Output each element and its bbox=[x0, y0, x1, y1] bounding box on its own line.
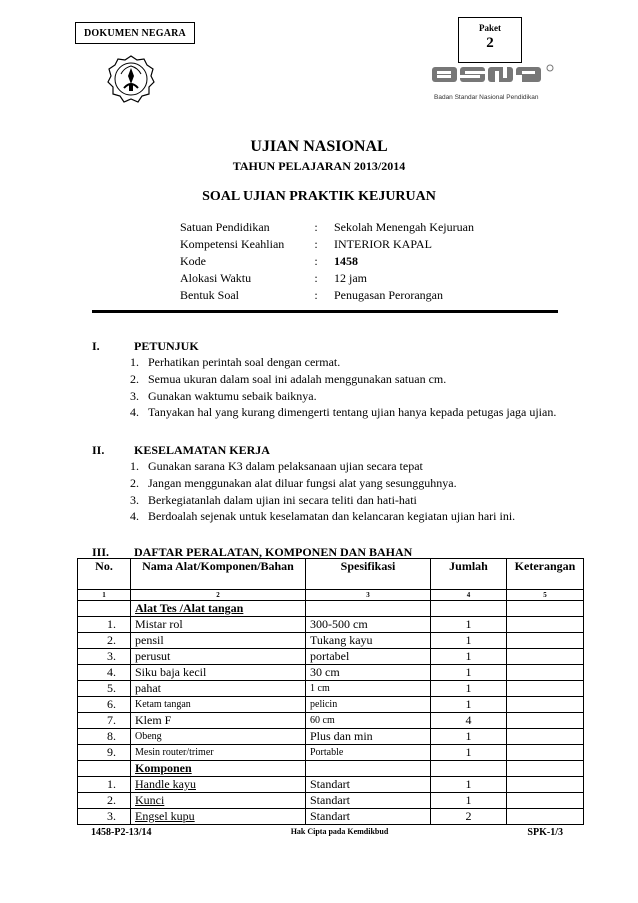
info-row bbox=[180, 219, 474, 236]
list-item-text: Gunakan waktumu sebaik baiknya. bbox=[148, 388, 317, 403]
table-row bbox=[78, 729, 584, 745]
item-spec: 60 cm bbox=[306, 713, 431, 729]
item-quantity: 1 bbox=[431, 777, 507, 793]
item-quantity: 2 bbox=[431, 809, 507, 825]
item-name: Mesin router/trimer bbox=[131, 745, 306, 761]
list-item: 2. Semua ukuran dalam soal ini adalah menggunakan satuan cm. bbox=[130, 371, 447, 386]
row-number: 8. bbox=[78, 729, 131, 745]
row-number: 1. bbox=[78, 777, 131, 793]
tut-wuri-handayani-logo bbox=[106, 54, 156, 109]
info-sep: : bbox=[314, 220, 318, 234]
table-row bbox=[78, 809, 584, 825]
item-spec: Portable bbox=[306, 745, 431, 761]
row-number: 5. bbox=[78, 681, 131, 697]
exam-info bbox=[180, 219, 474, 304]
item-name: Ketam tangan bbox=[131, 697, 306, 713]
bsnp-subtitle: Badan Standar Nasional Pendidikan bbox=[434, 94, 539, 101]
item-spec: Standart bbox=[306, 777, 431, 793]
info-value: Penugasan Perorangan bbox=[334, 288, 443, 302]
table-group-row bbox=[78, 761, 584, 777]
table-row bbox=[78, 617, 584, 633]
table-row bbox=[78, 665, 584, 681]
column-header: Spesifikasi bbox=[306, 559, 431, 590]
info-key: Satuan Pendidikan bbox=[180, 220, 270, 234]
table-row bbox=[78, 649, 584, 665]
column-header: Keterangan bbox=[507, 559, 584, 590]
section-title: KESELAMATAN KERJA bbox=[134, 443, 270, 457]
table-row bbox=[78, 745, 584, 761]
list-item: 4. Tanyakan hal yang kurang dimengerti tentang ujian hanya kepada petugas jaga ujian. bbox=[130, 405, 557, 420]
table-group-row bbox=[78, 601, 584, 617]
column-header: Nama Alat/Komponen/Bahan bbox=[131, 559, 306, 590]
item-note bbox=[507, 697, 584, 713]
item-note bbox=[507, 729, 584, 745]
section-title: PETUNJUK bbox=[134, 339, 199, 353]
section-number: III. bbox=[92, 545, 110, 559]
info-key: Bentuk Soal bbox=[180, 288, 239, 302]
item-name: perusut bbox=[131, 649, 306, 665]
row-number: 9. bbox=[78, 745, 131, 761]
item-quantity: 4 bbox=[431, 713, 507, 729]
exam-title: UJIAN NASIONAL bbox=[250, 138, 388, 155]
list-item: 3. Gunakan waktumu sebaik baiknya. bbox=[130, 388, 317, 403]
column-number-row bbox=[78, 590, 584, 601]
column-number: 1 bbox=[78, 590, 131, 601]
row-number: 4. bbox=[78, 665, 131, 681]
list-item-text: Semua ukuran dalam soal ini adalah menggunakan satuan cm. bbox=[148, 371, 447, 386]
section-number: II. bbox=[92, 443, 105, 457]
table-row bbox=[78, 713, 584, 729]
info-row bbox=[180, 253, 474, 270]
item-note bbox=[507, 681, 584, 697]
exam-subject: SOAL UJIAN PRAKTIK KEJURUAN bbox=[202, 189, 436, 204]
item-name: Handle kayu bbox=[131, 777, 306, 793]
info-key: Kompetensi Keahlian bbox=[180, 237, 285, 251]
item-name: Kunci bbox=[131, 793, 306, 809]
table-row bbox=[78, 633, 584, 649]
column-header: No. bbox=[78, 559, 131, 590]
list-item: 4. Berdoalah sejenak untuk keselamatan dan kelancaran kegiatan ujian hari ini. bbox=[130, 509, 516, 524]
table-row bbox=[78, 697, 584, 713]
row-number: 3. bbox=[78, 809, 131, 825]
list-item-text: Gunakan sarana K3 dalam pelaksanaan ujian secara tepat bbox=[148, 459, 423, 473]
item-note bbox=[507, 809, 584, 825]
footer-copyright: Hak Cipta pada Kemdikbud bbox=[290, 827, 389, 836]
info-value: Sekolah Menengah Kejuruan bbox=[334, 220, 474, 234]
table-row bbox=[78, 777, 584, 793]
info-value: 1458 bbox=[334, 254, 358, 268]
item-spec: Standart bbox=[306, 793, 431, 809]
column-number: 3 bbox=[306, 590, 431, 601]
item-name: pahat bbox=[131, 681, 306, 697]
item-note bbox=[507, 745, 584, 761]
item-quantity: 1 bbox=[431, 633, 507, 649]
footer-page: SPK-1/3 bbox=[527, 827, 563, 838]
info-sep: : bbox=[314, 271, 318, 285]
item-quantity: 1 bbox=[431, 745, 507, 761]
academic-year: TAHUN PELAJARAN 2013/2014 bbox=[232, 159, 406, 173]
section-instructions bbox=[92, 339, 562, 421]
item-quantity: 1 bbox=[431, 697, 507, 713]
list-item-text: Berkegiatanlah dalam ujian ini secara teliti dan hati-hati bbox=[148, 492, 417, 507]
item-quantity: 1 bbox=[431, 665, 507, 681]
item-name: Siku baja kecil bbox=[131, 665, 306, 681]
item-spec: 30 cm bbox=[306, 665, 431, 681]
page-footer bbox=[91, 827, 563, 838]
item-quantity: 1 bbox=[431, 649, 507, 665]
info-sep: : bbox=[314, 288, 318, 302]
item-quantity: 1 bbox=[431, 793, 507, 809]
document-classification-label: DOKUMEN NEGARA bbox=[75, 22, 195, 44]
item-note bbox=[507, 633, 584, 649]
item-name: Klem F bbox=[131, 713, 306, 729]
list-item-text: Berdoalah sejenak untuk keselamatan dan kelancaran kegiatan ujian hari ini. bbox=[148, 509, 516, 524]
item-name: Engsel kupu bbox=[131, 809, 306, 825]
list-item-text: Perhatikan perintah soal dengan cermat. bbox=[148, 355, 341, 369]
table-header-row bbox=[78, 559, 584, 590]
info-row bbox=[180, 270, 474, 287]
header-divider bbox=[92, 310, 558, 313]
column-number: 5 bbox=[507, 590, 584, 601]
list-item-text: Tanyakan hal yang kurang dimengerti tentang ujian hanya kepada petugas jaga ujian. bbox=[148, 405, 557, 420]
item-note bbox=[507, 665, 584, 681]
column-number: 4 bbox=[431, 590, 507, 601]
section-safety bbox=[92, 443, 562, 525]
group-label: Komponen bbox=[131, 761, 306, 777]
item-spec: pelicin bbox=[306, 697, 431, 713]
row-number: 2. bbox=[78, 793, 131, 809]
section-title: DAFTAR PERALATAN, KOMPONEN DAN BAHAN bbox=[134, 545, 413, 559]
row-number: 7. bbox=[78, 713, 131, 729]
info-key: Alokasi Waktu bbox=[180, 271, 252, 285]
row-number: 3. bbox=[78, 649, 131, 665]
item-note bbox=[507, 793, 584, 809]
item-name: pensil bbox=[131, 633, 306, 649]
item-note bbox=[507, 713, 584, 729]
item-spec: Plus dan min bbox=[306, 729, 431, 745]
package-number: 2 bbox=[486, 35, 494, 51]
item-name: Mistar rol bbox=[131, 617, 306, 633]
row-number: 2. bbox=[78, 633, 131, 649]
info-sep: : bbox=[314, 237, 318, 251]
item-spec: Standart bbox=[306, 809, 431, 825]
info-value: INTERIOR KAPAL bbox=[334, 237, 432, 251]
bsnp-logo bbox=[432, 64, 557, 101]
section-heading bbox=[92, 443, 562, 458]
row-number: 6. bbox=[78, 697, 131, 713]
group-label: Alat Tes /Alat tangan bbox=[131, 601, 306, 617]
info-row bbox=[180, 236, 474, 253]
table-row bbox=[78, 793, 584, 809]
list-item-text: Jangan menggunakan alat diluar fungsi alat yang sesungguhnya. bbox=[148, 475, 457, 490]
equipment-table bbox=[77, 558, 584, 825]
list-item: 2. Jangan menggunakan alat diluar fungsi alat yang sesungguhnya. bbox=[130, 475, 457, 490]
list-item: 1. Gunakan sarana K3 dalam pelaksanaan ujian secara tepat bbox=[130, 459, 423, 473]
info-row bbox=[180, 287, 474, 304]
item-spec: 300-500 cm bbox=[306, 617, 431, 633]
section-number: I. bbox=[92, 339, 100, 353]
list-item: 3. Berkegiatanlah dalam ujian ini secara teliti dan hati-hati bbox=[130, 492, 417, 507]
item-note bbox=[507, 617, 584, 633]
item-spec: portabel bbox=[306, 649, 431, 665]
table-row bbox=[78, 681, 584, 697]
item-note bbox=[507, 649, 584, 665]
list-item: 1. Perhatikan perintah soal dengan cermat. bbox=[130, 355, 341, 369]
package-label: Paket bbox=[479, 23, 501, 33]
item-note bbox=[507, 777, 584, 793]
item-name: Obeng bbox=[131, 729, 306, 745]
item-quantity: 1 bbox=[431, 681, 507, 697]
column-number: 2 bbox=[131, 590, 306, 601]
package-box bbox=[458, 17, 522, 63]
info-value: 12 jam bbox=[334, 271, 367, 285]
footer-code: 1458-P2-13/14 bbox=[91, 827, 152, 838]
section-heading bbox=[92, 339, 562, 354]
item-spec: 1 cm bbox=[306, 681, 431, 697]
item-quantity: 1 bbox=[431, 617, 507, 633]
item-quantity: 1 bbox=[431, 729, 507, 745]
column-header: Jumlah bbox=[431, 559, 507, 590]
row-number: 1. bbox=[78, 617, 131, 633]
info-sep: : bbox=[314, 254, 318, 268]
info-key: Kode bbox=[180, 254, 206, 268]
item-spec: Tukang kayu bbox=[306, 633, 431, 649]
